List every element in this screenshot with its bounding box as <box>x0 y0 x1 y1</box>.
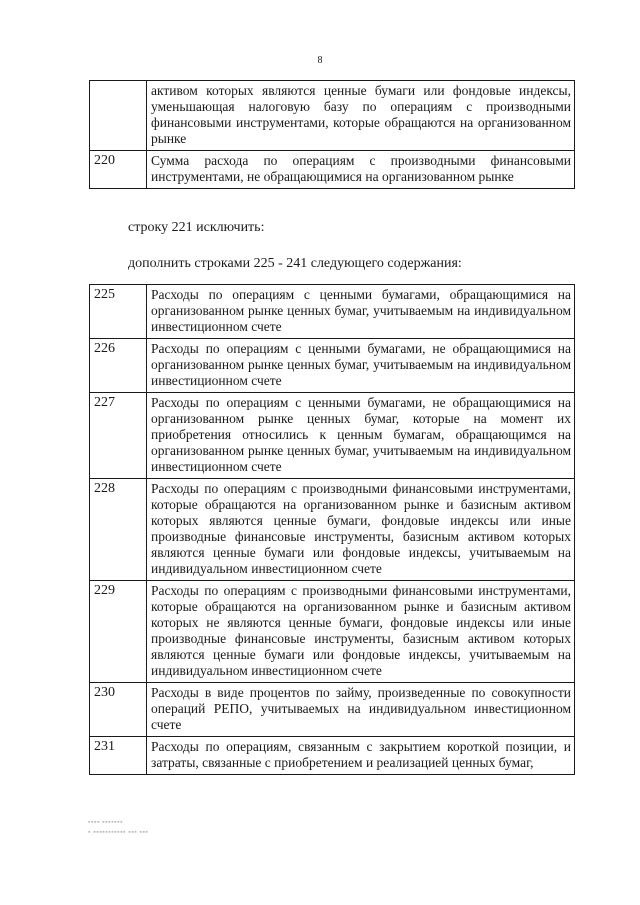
added-rows-table <box>89 284 575 775</box>
faint-stamp-mark: ▪▪▪▪ ▪▪▪▪▪▪▪ <box>88 818 124 826</box>
row-text: Сумма расхода по операциям с производными финансовыми инструментами, не обращающимися на организованном рынке <box>147 151 575 189</box>
table-row <box>90 285 575 339</box>
faint-stamp-mark: ▪ ▪▪▪▪▪▪▪▪▪▪▪ ▪▪▪ ▪▪▪ <box>88 828 149 836</box>
row-number: 225 <box>90 285 147 339</box>
row-text: Расходы по операциям с ценными бумагами, не обращающимися на организованном рынке ценных бумаг, которые на момент их приобретения относились к ценным бумагам, обращающимся на организованном рынке ценных бумаг, учитываемым на индивидуальном инвестиционном счете <box>147 393 575 479</box>
row-text: Расходы по операциям с ценными бумагами, не обращающимися на организованном рынке ценных бумаг, учитываемым на индивидуальном инвестиционном счете <box>147 339 575 393</box>
instruction-add: дополнить строками 225 - 241 следующего содержания: <box>128 256 462 271</box>
instruction-exclude: строку 221 исключить: <box>128 220 265 235</box>
page-number: 8 <box>317 55 323 66</box>
row-number: 220 <box>90 151 147 189</box>
table-row <box>90 737 575 775</box>
table-row <box>90 581 575 683</box>
row-text: Расходы в виде процентов по займу, произведенные по совокупности операций РЕПО, учитываемых на индивидуальном инвестиционном счете <box>147 683 575 737</box>
row-number: 231 <box>90 737 147 775</box>
row-text: Расходы по операциям с производными финансовыми инструментами, которые обращаются на организованном рынке и базисным активом которых не являются ценные бумаги, фондовые индексы или иные производные финансовые инструменты, базисным активом которых являются ценные бумаги или фондовые индексы, учитываемым на индивидуальном инвестиционном счете <box>147 581 575 683</box>
table-row <box>90 683 575 737</box>
row-number: 227 <box>90 393 147 479</box>
row-number <box>90 81 147 151</box>
row-number: 226 <box>90 339 147 393</box>
row-number: 230 <box>90 683 147 737</box>
table-row <box>90 393 575 479</box>
row-text: активом которых являются ценные бумаги или фондовые индексы, уменьшающая налоговую базу по операциям с производными финансовыми инструментами, которые обращаются на организованном рынке <box>147 81 575 151</box>
table-row <box>90 151 575 189</box>
table-row <box>90 339 575 393</box>
table-row <box>90 81 575 151</box>
table-row <box>90 479 575 581</box>
row-text: Расходы по операциям с производными финансовыми инструментами, которые обращаются на организованном рынке и базисным активом которых являются ценные бумаги, фондовые индексы или иные производные финансовые инструменты, базисным активом которых являются ценные бумаги или фондовые индексы, учитываемым на индивидуальном инвестиционном счете <box>147 479 575 581</box>
row-number: 228 <box>90 479 147 581</box>
row-text: Расходы по операциям, связанным с закрытием короткой позиции, и затраты, связанные с приобретением и реализацией ценных бумаг, <box>147 737 575 775</box>
continued-table <box>89 80 575 189</box>
row-text: Расходы по операциям с ценными бумагами, обращающимися на организованном рынке ценных бумаг, учитываемым на индивидуальном инвестиционном счете <box>147 285 575 339</box>
row-number: 229 <box>90 581 147 683</box>
